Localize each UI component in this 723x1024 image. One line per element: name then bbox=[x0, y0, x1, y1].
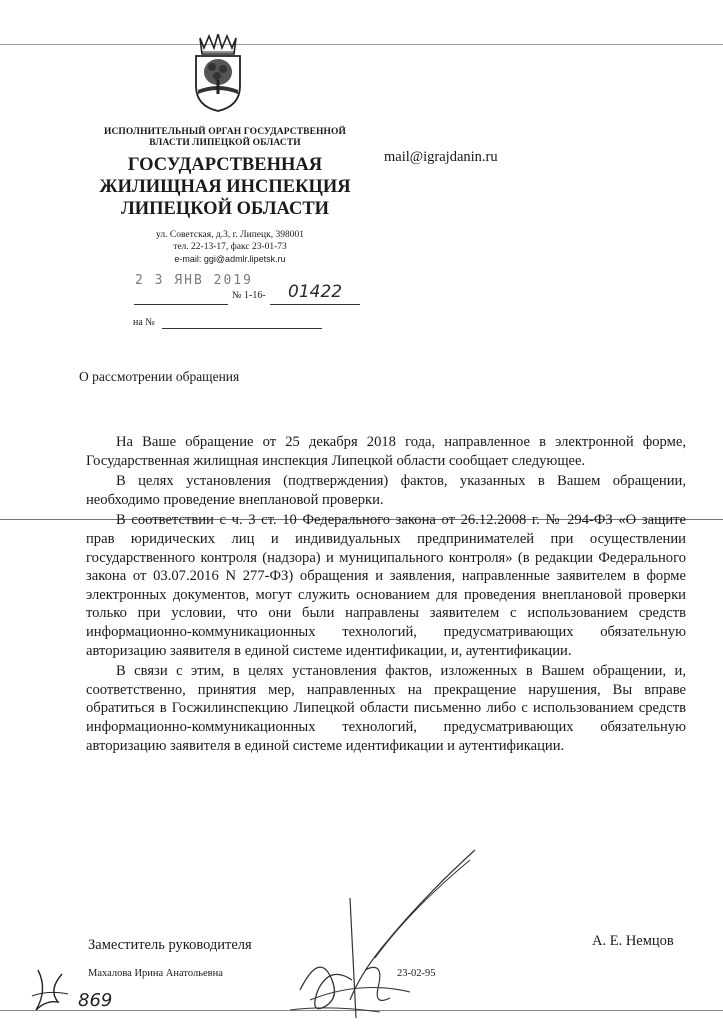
handwritten-signature-icon bbox=[270, 840, 500, 1020]
issuer-authority-line1: ИСПОЛНИТЕЛЬНЫЙ ОРГАН ГОСУДАРСТВЕННОЙ bbox=[103, 127, 347, 137]
date-underline bbox=[134, 304, 228, 305]
letter-body bbox=[86, 433, 686, 757]
registration-number-handwritten: 01422 bbox=[288, 282, 343, 302]
issuer-address: ул. Советская, д.3, г. Липецк, 398001 bbox=[156, 230, 304, 240]
body-paragraph-2: В целях установления (подтверждения) фактов, указанных в Вашем обращении, необходимо проведение внеплановой проверки. bbox=[86, 473, 686, 508]
issuer-name-line1: ГОСУДАРСТВЕННАЯ bbox=[127, 155, 323, 175]
executor-phone: 23-02-95 bbox=[397, 968, 436, 979]
scan-line-top bbox=[0, 44, 723, 45]
issuer-name-line3: ЛИПЕЦКОЙ ОБЛАСТИ bbox=[120, 199, 330, 219]
body-paragraph-3: В соответствии с ч. 3 ст. 10 Федерального закона от 26.12.2008 г. № 294-ФЗ «О защите прав юридических лиц и индивидуальных предпринимателей при осуществлении государственного контроля (надзора) и муниципального контроля» (в редакции Федерального закона от 03.07.2016 N 277-ФЗ) обращения и заявления, направленные заявителем в форме электронных документов, могут служить основанием для проведения внеплановой проверки только при условии, что они были направлены заявителем с использованием средств информационно-коммуникационных технологий, предусматривающих обязательную авторизацию заявителя в единой системе идентификации, и, аутентификации. bbox=[86, 512, 686, 659]
issuer-authority bbox=[100, 127, 350, 149]
date-stamp: 2 3 ЯНВ 2019 bbox=[135, 273, 253, 288]
body-paragraph-1: На Ваше обращение от 25 декабря 2018 года, направленное в электронной форме, Государственная жилищная инспекция Липецкой области сообщает следующее. bbox=[86, 434, 686, 469]
reply-to-underline bbox=[162, 328, 322, 329]
executor-handwritten-mark: 869 bbox=[78, 990, 113, 1011]
lipetsk-coat-of-arms-icon bbox=[190, 34, 246, 112]
signer-position: Заместитель руководителя bbox=[88, 937, 252, 953]
issuer-phones: тел. 22-13-17, факс 23-01-73 bbox=[173, 242, 287, 252]
reply-to-label: на № bbox=[133, 317, 155, 328]
issuer-contacts bbox=[110, 229, 350, 265]
issuer-authority-line2: ВЛАСТИ ЛИПЕЦКОЙ ОБЛАСТИ bbox=[149, 138, 301, 148]
issuer-email: e-mail: ggi@admlr.lipetsk.ru bbox=[174, 254, 286, 264]
signer-name: А. Е. Немцов bbox=[592, 933, 674, 949]
executor-name: Махалова Ирина Анатольевна bbox=[88, 968, 223, 979]
registration-number-underline bbox=[270, 304, 360, 305]
recipient-email: mail@igrajdanin.ru bbox=[384, 149, 498, 165]
letter-subject: О рассмотрении обращения bbox=[79, 369, 240, 384]
issuer-name bbox=[96, 154, 354, 220]
handwritten-initials-icon bbox=[28, 960, 138, 1020]
body-paragraph-4: В связи с этим, в целях установления фактов, изложенных в Вашем обращении, и, соответственно, принятия мер, направленных на прекращение нарушения, Вы вправе обратиться в Госжилинспекцию Липецкой области письменно либо с использованием средств информационно-коммуникационных технологий, предусматривающих обязательную авторизацию заявителя в единой системе идентификации и аутентификации. bbox=[86, 663, 686, 754]
registration-number-prefix: № 1-16- bbox=[232, 290, 266, 301]
issuer-name-line2: ЖИЛИЩНАЯ ИНСПЕКЦИЯ bbox=[99, 177, 351, 197]
